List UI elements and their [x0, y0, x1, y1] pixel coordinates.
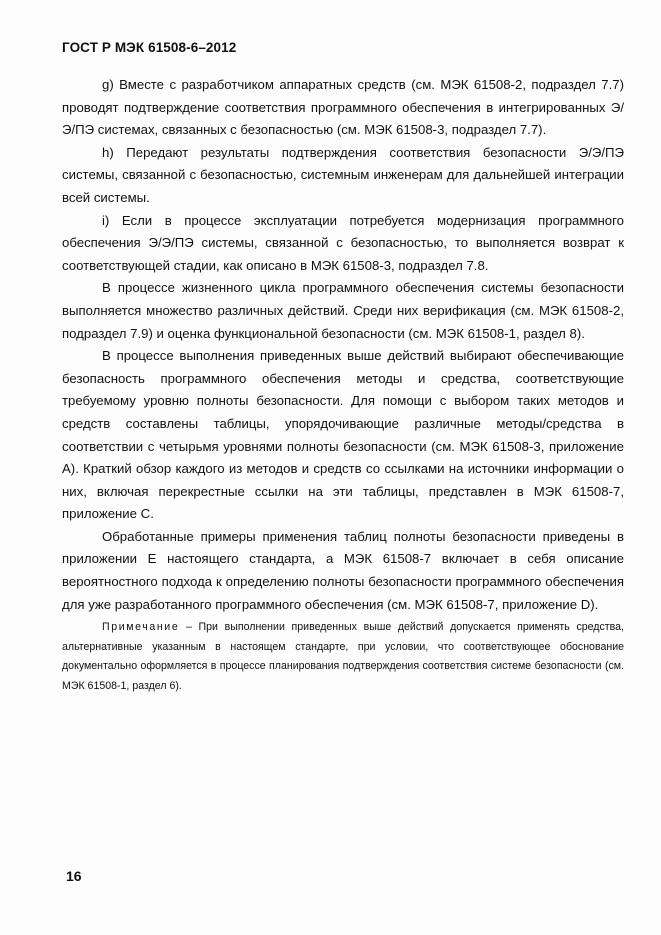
- document-header: ГОСТ Р МЭК 61508-6–2012: [62, 40, 237, 55]
- paragraph-examples: Обработанные примеры применения таблиц полноты безопасности приведены в приложении Е настоящего стандарта, а МЭК 61508-7 включает в себя описание вероятностного подхода к определению полноты безопасности программного обеспечения для уже разработанного программного обеспечения (см. МЭК 61508-7, приложение D).: [62, 528, 624, 612]
- paragraph-i: i) Если в процессе эксплуатации потребуется модернизация программного обеспечения Э/Э/ПЭ системы, связанной с безопасностью, то выполняется возврат к соответствующей стадии, как описано в МЭК 61508-3, подраздел 7.8.: [62, 212, 624, 273]
- paragraph-g: g) Вместе с разработчиком аппаратных средств (см. МЭК 61508-2, подраздел 7.7) проводят подтверждение соответствия программного обеспечения в интегрированных Э/Э/ПЭ системах, связанных с безопасностью (см. МЭК 61508-3, подраздел 7.7).: [62, 77, 624, 138]
- page-number: 16: [66, 868, 82, 884]
- document-body: [62, 74, 624, 696]
- note-text: При выполнении приведенных выше действий допускается применять средства, альтернативные указанным в настоящем стандарте, при условии, что соответствующее обоснование документально оформляется в процессе планирования подтверждения соответствия системе безопасности (см. МЭК 61508-1, раздел 6).: [62, 621, 624, 692]
- paragraph-lifecycle: В процессе жизненного цикла программного обеспечения системы безопасности выполняется множество различных действий. Среди них верификация (см. МЭК 61508-2, подраздел 7.9) и оценка функциональной безопасности (см. МЭК 61508-1, раздел 8).: [62, 280, 624, 341]
- paragraph-methods: В процессе выполнения приведенных выше действий выбирают обеспечивающие безопасность программного обеспечения методы и средства, соответствующие требуемому уровню полноты безопасности. Для помощи с выбором таких методов и средств составлены таблицы, упорядочивающие различные методы/средства в соответствии с четырьмя уровнями полноты безопасности (см. МЭК 61508-3, приложение А). Краткий обзор каждого из методов и средств со ссылками на источники информации о них, включая перекрестные ссылки на эти таблицы, представлен в МЭК 61508-7, приложение С.: [62, 348, 624, 522]
- note: [62, 618, 624, 696]
- paragraph-h: h) Передают результаты подтверждения соответствия безопасности Э/Э/ПЭ системы, связанной с безопасностью, системным инженерам для дальнейшей интеграции всей системы.: [62, 144, 624, 205]
- note-label: Примечание: [102, 621, 180, 634]
- note-dash: –: [185, 621, 192, 634]
